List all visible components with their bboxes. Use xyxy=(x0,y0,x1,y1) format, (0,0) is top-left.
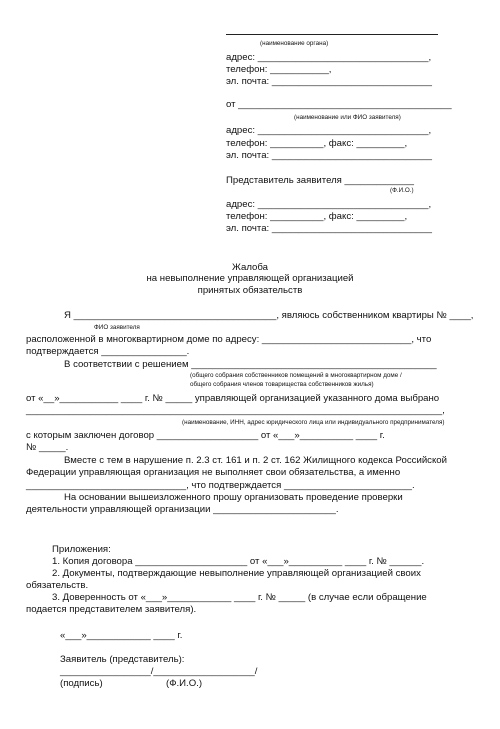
from-line: от ________________________________________ xyxy=(226,99,452,110)
body-line-2: расположенной в многоквартирном доме по адресу: ____________________________, что xyxy=(26,334,432,345)
representative-phone: телефон: __________, факс: _________, xyxy=(226,211,408,222)
fio-caption: ФИО заявителя xyxy=(94,324,140,331)
organ-name-line[interactable] xyxy=(226,34,438,35)
body-line-10: Федерации управляющая организация не выполняет свои обязательства, а именно xyxy=(26,467,401,478)
applicant-address: адрес: ________________________________, xyxy=(226,125,432,136)
organ-caption: (наименование органа) xyxy=(260,40,329,47)
attachment-1: 1. Копия договора _____________________ от «___»__________ ____ г. № ______. xyxy=(52,556,425,567)
body-line-8: № _____. xyxy=(26,442,69,453)
body-line-7: с которым заключен договор ___________________ от «___»__________ ____ г. xyxy=(26,430,385,441)
doc-subtitle-1: на невыполнение управляющей организацией xyxy=(146,273,354,284)
body-line-6: ______________________________________________________________________________, xyxy=(26,405,445,416)
attachment-3: 3. Доверенность от «___»____________ ____ г. № _____ (в случае если обращение xyxy=(52,592,427,603)
date-field: «___»____________ ____ г. xyxy=(60,630,183,641)
body-line-11: ______________________________, что подтверждается ________________________. xyxy=(26,480,415,491)
applicant-caption: (наименование или ФИО заявителя) xyxy=(294,114,401,121)
doc-subtitle-2: принятых обязательств xyxy=(197,285,303,296)
attachment-3-cont: подается представителем заявителя). xyxy=(26,604,197,615)
body-line-12: На основании вышеизложенного прошу организовать проведение проверки xyxy=(64,492,403,503)
body-line-5: от «__»___________ ____ г. № _____ управляющей организацией указанного дома выбрано xyxy=(26,393,440,404)
org-address: адрес: ________________________________, xyxy=(226,52,432,63)
signature-line: _________________/___________________/ xyxy=(60,666,258,677)
body-line-13: деятельности управляющей организации _______________________. xyxy=(26,504,339,515)
company-caption: (наименование, ИНН, адрес юридического лица или индивидуального предпринимателя) xyxy=(182,419,445,426)
representative-caption: (Ф.И.О.) xyxy=(390,187,414,194)
body-line-9: Вместе с тем в нарушение п. 2.3 ст. 161 и п. 2 ст. 162 Жилищного кодекса Российской xyxy=(64,455,447,466)
body-line-4: В соответствии с решением ______________________________________________ xyxy=(64,359,437,370)
body-line-1: Я ______________________________________, являюсь собственником квартиры № ____, xyxy=(64,310,474,321)
decision-caption-1: (общего собрания собственников помещений в многоквартирном доме / xyxy=(190,372,402,379)
body-line-3: подтверждается ________________. xyxy=(26,346,190,357)
doc-title: Жалоба xyxy=(232,262,268,273)
attachments-heading: Приложения: xyxy=(52,544,111,555)
applicant-email: эл. почта: ______________________________ xyxy=(226,150,432,161)
signer-label: Заявитель (представитель): xyxy=(60,654,185,665)
fio-signature-caption: (Ф.И.О.) xyxy=(166,678,203,689)
signature-caption: (подпись) xyxy=(60,678,103,689)
org-phone: телефон: ___________, xyxy=(226,64,332,75)
attachment-2: 2. Документы, подтверждающие невыполнение управляющей организацией своих xyxy=(52,568,421,579)
representative-email: эл. почта: ______________________________ xyxy=(226,223,432,234)
attachment-2-cont: обязательств. xyxy=(26,580,89,591)
representative-line: Представитель заявителя _____________ xyxy=(226,175,414,186)
org-email: эл. почта: ______________________________ xyxy=(226,76,432,87)
decision-caption-2: общего собрания членов товарищества собственников жилья) xyxy=(190,381,374,388)
representative-address: адрес: ________________________________, xyxy=(226,199,432,210)
applicant-phone: телефон: __________, факс: _________, xyxy=(226,138,408,149)
